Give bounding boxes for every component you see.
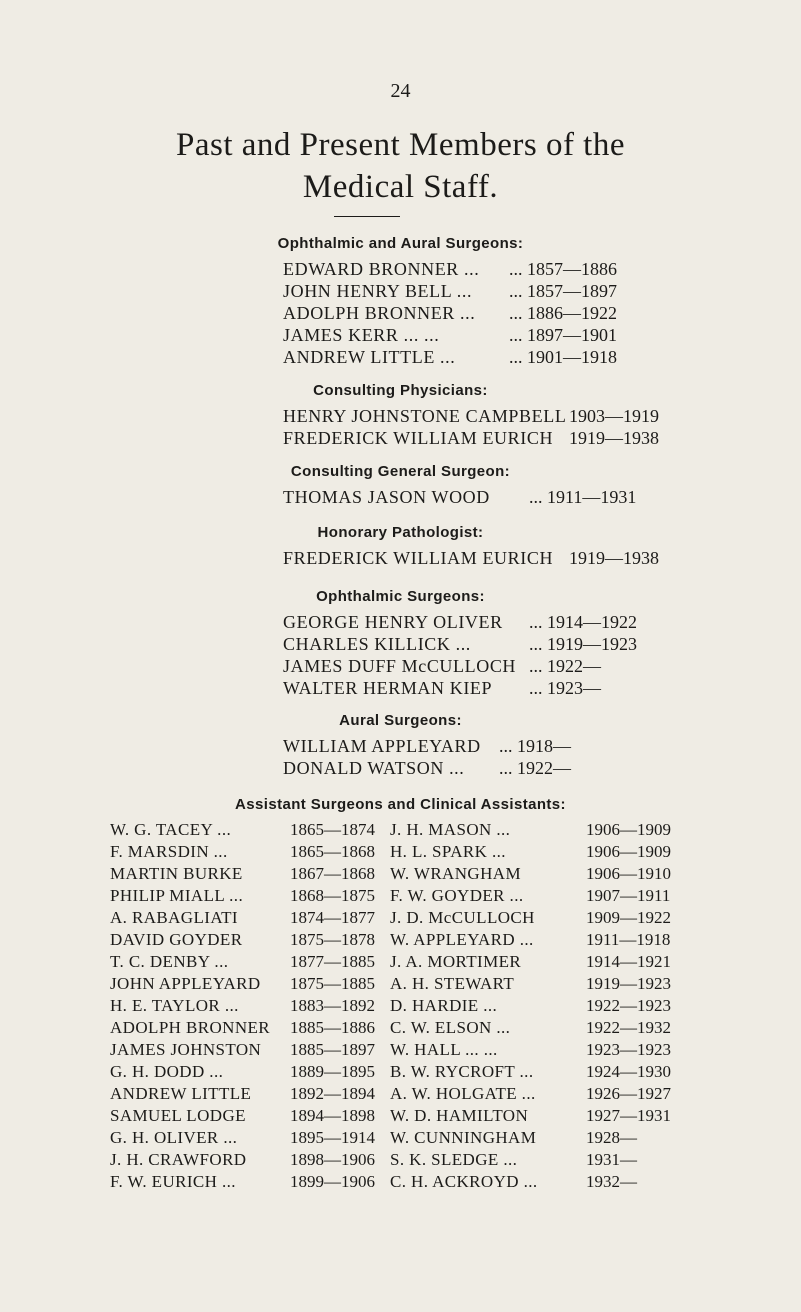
assistant-years: 1898—1906	[290, 1150, 375, 1169]
assistant-name: DAVID GOYDER	[110, 930, 243, 949]
member-years: ... 1919—1923	[529, 634, 637, 654]
assistant-years: 1875—1885	[290, 974, 375, 993]
assistant-name: ANDREW LITTLE	[110, 1084, 252, 1103]
assistant-years: 1909—1922	[586, 908, 671, 927]
section-heading-ophthalmic-aural: Ophthalmic and Aural Surgeons:	[277, 235, 524, 252]
section-heading-assistant-surgeons: Assistant Surgeons and Clinical Assistants:	[235, 796, 566, 813]
assistant-name: J. H. MASON ...	[390, 820, 511, 839]
assistant-years: 1906—1910	[586, 864, 671, 883]
member-name: EDWARD BRONNER ...	[283, 259, 480, 279]
assistant-years: 1883—1892	[290, 996, 375, 1015]
member-years: ... 1901—1918	[509, 347, 617, 367]
member-name: CHARLES KILLICK ...	[283, 634, 471, 654]
assistant-name: H. L. SPARK ...	[390, 842, 506, 861]
assistant-name: F. MARSDIN ...	[110, 842, 228, 861]
assistant-name: A. RABAGLIATI	[110, 908, 238, 927]
assistant-name: B. W. RYCROFT ...	[390, 1062, 534, 1081]
assistant-years: 1894—1898	[290, 1106, 375, 1125]
member-years: ... 1911—1931	[529, 487, 637, 507]
assistant-years: 1927—1931	[586, 1106, 671, 1125]
assistant-name: G. H. DODD ...	[110, 1062, 224, 1081]
member-name: JOHN HENRY BELL ...	[283, 281, 473, 301]
assistant-name: F. W. EURICH ...	[110, 1172, 236, 1191]
member-years: ... 1897—1901	[509, 325, 617, 345]
page-title	[0, 124, 801, 208]
member-years: ... 1918—	[499, 736, 571, 756]
section-heading-consulting-physicians: Consulting Physicians:	[313, 382, 488, 399]
assistant-name: ADOLPH BRONNER	[110, 1018, 271, 1037]
member-years: 1919—1938	[569, 548, 659, 568]
assistant-years: 1922—1932	[586, 1018, 671, 1037]
member-name: GEORGE HENRY OLIVER	[283, 612, 503, 632]
member-name: ANDREW LITTLE ...	[283, 347, 456, 367]
member-name: FREDERICK WILLIAM EURICH	[283, 428, 554, 448]
member-name: WALTER HERMAN KIEP	[283, 678, 493, 698]
assistant-name: MARTIN BURKE	[110, 864, 243, 883]
assistant-years: 1874—1877	[290, 908, 375, 927]
title-line-2: Medical Staff.	[302, 169, 499, 205]
assistant-name: J. D. McCULLOCH	[390, 908, 535, 927]
title-divider	[334, 216, 400, 217]
member-name: THOMAS JASON WOOD	[283, 487, 490, 507]
member-name: WILLIAM APPLEYARD	[283, 736, 481, 756]
assistant-name: W. APPLEYARD ...	[390, 930, 534, 949]
assistant-name: D. HARDIE ...	[390, 996, 498, 1015]
member-years: ... 1857—1897	[509, 281, 617, 301]
member-years: 1903—1919	[569, 406, 659, 426]
member-years: ... 1857—1886	[509, 259, 617, 279]
assistant-years: 1906—1909	[586, 820, 671, 839]
member-name: DONALD WATSON ...	[283, 758, 465, 778]
assistant-years: 1919—1923	[586, 974, 671, 993]
assistant-years: 1926—1927	[586, 1084, 671, 1103]
assistant-years: 1914—1921	[586, 952, 671, 971]
assistant-years: 1889—1895	[290, 1062, 375, 1081]
title-line-1: Past and Present Members of the	[176, 127, 625, 163]
section-heading-honorary-pathologist: Honorary Pathologist:	[317, 524, 484, 541]
assistant-years: 1907—1911	[586, 886, 671, 905]
assistant-name: C. H. ACKROYD ...	[390, 1172, 538, 1191]
member-years: 1919—1938	[569, 428, 659, 448]
assistant-name: W. G. TACEY ...	[110, 820, 232, 839]
assistant-name: W. D. HAMILTON	[390, 1106, 529, 1125]
section-heading-consulting-general-surgeon: Consulting General Surgeon:	[290, 463, 511, 480]
member-name: JAMES DUFF McCULLOCH	[283, 656, 517, 676]
assistant-name: W. CUNNINGHAM	[390, 1128, 537, 1147]
assistant-years: 1875—1878	[290, 930, 375, 949]
member-years: ... 1922—	[529, 656, 601, 676]
assistant-name: H. E. TAYLOR ...	[110, 996, 239, 1015]
assistant-name: W. WRANGHAM	[390, 864, 521, 883]
assistant-years: 1931—	[586, 1150, 637, 1169]
assistant-name: C. W. ELSON ...	[390, 1018, 511, 1037]
assistant-years: 1877—1885	[290, 952, 375, 971]
member-years: ... 1914—1922	[529, 612, 637, 632]
assistant-name: JOHN APPLEYARD	[110, 974, 261, 993]
assistant-years: 1892—1894	[290, 1084, 375, 1103]
assistant-name: A. W. HOLGATE ...	[390, 1084, 536, 1103]
assistant-years: 1922—1923	[586, 996, 671, 1015]
assistant-years: 1911—1918	[586, 930, 671, 949]
section-heading-aural-surgeons: Aural Surgeons:	[339, 712, 462, 729]
assistant-name: J. A. MORTIMER	[390, 952, 522, 971]
member-name: HENRY JOHNSTONE CAMPBELL	[283, 406, 567, 426]
assistant-name: G. H. OLIVER ...	[110, 1128, 238, 1147]
assistant-years: 1906—1909	[586, 842, 671, 861]
member-years: ... 1886—1922	[509, 303, 617, 323]
section-heading-ophthalmic-surgeons: Ophthalmic Surgeons:	[316, 588, 485, 605]
assistant-years: 1899—1906	[290, 1172, 375, 1191]
assistant-years: 1867—1868	[290, 864, 375, 883]
assistant-name: PHILIP MIALL ...	[110, 886, 244, 905]
member-name: FREDERICK WILLIAM EURICH	[283, 548, 554, 568]
assistant-years: 1895—1914	[290, 1128, 375, 1147]
member-years: ... 1922—	[499, 758, 571, 778]
member-years: ... 1923—	[529, 678, 601, 698]
page-number: 24	[390, 80, 411, 102]
assistant-name: S. K. SLEDGE ...	[390, 1150, 518, 1169]
assistant-name: JAMES JOHNSTON	[110, 1040, 262, 1059]
assistant-name: W. HALL ... ...	[390, 1040, 498, 1059]
member-name: JAMES KERR ... ...	[283, 325, 440, 345]
assistant-name: SAMUEL LODGE	[110, 1106, 246, 1125]
assistant-years: 1928—	[586, 1128, 637, 1147]
assistant-years: 1932—	[586, 1172, 637, 1191]
assistant-years: 1868—1875	[290, 886, 375, 905]
assistant-years: 1885—1897	[290, 1040, 375, 1059]
member-name: ADOLPH BRONNER ...	[283, 303, 476, 323]
assistant-years: 1865—1874	[290, 820, 375, 839]
assistant-years: 1923—1923	[586, 1040, 671, 1059]
assistant-years: 1924—1930	[586, 1062, 671, 1081]
assistant-name: J. H. CRAWFORD	[110, 1150, 247, 1169]
assistant-name: A. H. STEWART	[390, 974, 515, 993]
assistant-years: 1885—1886	[290, 1018, 375, 1037]
assistant-name: T. C. DENBY ...	[110, 952, 229, 971]
assistant-years: 1865—1868	[290, 842, 375, 861]
assistant-name: F. W. GOYDER ...	[390, 886, 524, 905]
